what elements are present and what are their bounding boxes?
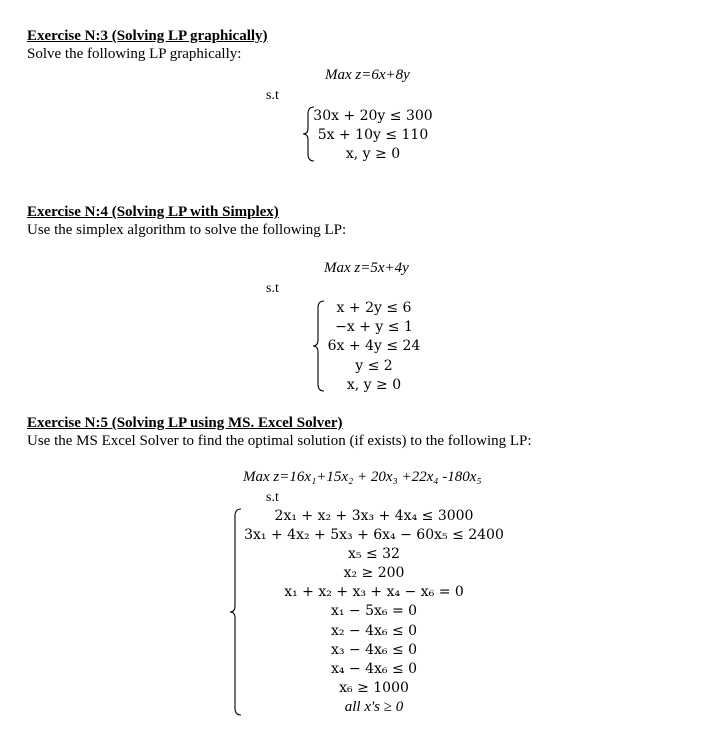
exercise-4-st-label: s.t <box>266 281 279 296</box>
ex3-constraint-1: 30x + 20y ≤ 300 <box>313 108 433 124</box>
ex5-constraint-11: all x's ≥ 0 <box>344 698 404 715</box>
exercise-4-constraints <box>322 299 426 395</box>
exercise-3-title: Exercise N:3 (Solving LP graphically) <box>27 28 268 44</box>
ex4-constraint-1: x + 2y ≤ 6 <box>336 300 412 316</box>
ex5-constraint-3: x₅ ≤ 32 <box>348 546 400 563</box>
exercise-3-instruction: Solve the following LP graphically: <box>27 46 242 62</box>
exercise-3-constraints <box>312 107 434 165</box>
ex5-constraint-7: x₂ − 4x₆ ≤ 0 <box>330 622 418 639</box>
ex4-constraint-5: x, y ≥ 0 <box>346 376 402 393</box>
exercise-5-st-label: s.t <box>266 490 279 505</box>
ex3-constraint-3: x, y ≥ 0 <box>345 146 401 163</box>
ex4-constraint-4: y ≤ 2 <box>355 357 393 374</box>
ex5-constraint-10: x₆ ≥ 1000 <box>339 679 409 696</box>
ex5-constraint-4: x₂ ≥ 200 <box>343 565 405 582</box>
exercise-5-constraints <box>240 507 508 717</box>
ex5-constraint-5: x₁ + x₂ + x₃ + x₄ − x₆ = 0 <box>284 584 464 601</box>
exercise-5-objective: Max z=16x₁+15x₂ + 20x₃ +22x₄ -180x₅ <box>243 469 482 485</box>
exercise-4-title: Exercise N:4 (Solving LP with Simplex) <box>27 204 279 220</box>
ex3-constraint-2: 5x + 10y ≤ 110 <box>317 127 429 144</box>
exercise-5-title: Exercise N:5 (Solving LP using MS. Excel Solver) <box>27 415 343 431</box>
exercise-4-instruction: Use the simplex algorithm to solve the following LP: <box>27 222 347 238</box>
ex5-constraint-1: 2x₁ + x₂ + 3x₃ + 4x₄ ≤ 3000 <box>274 508 474 524</box>
ex5-constraint-9: x₄ − 4x₆ ≤ 0 <box>330 660 418 677</box>
ex5-constraint-8: x₃ − 4x₆ ≤ 0 <box>330 641 418 658</box>
ex5-constraint-2: 3x₁ + 4x₂ + 5x₃ + 6x₄ − 60x₅ ≤ 2400 <box>244 527 504 544</box>
exercise-3-st-label: s.t <box>266 88 279 103</box>
ex5-constraint-6: x₁ − 5x₆ = 0 <box>330 603 418 620</box>
exercise-3-objective: Max z=6x+8y <box>325 67 410 83</box>
exercise-4-objective: Max z=5x+4y <box>324 260 409 276</box>
ex4-constraint-2: −x + y ≤ 1 <box>335 319 413 336</box>
ex4-constraint-3: 6x + 4y ≤ 24 <box>327 338 421 355</box>
exercise-5-instruction: Use the MS Excel Solver to find the optimal solution (if exists) to the following LP: <box>27 433 532 449</box>
